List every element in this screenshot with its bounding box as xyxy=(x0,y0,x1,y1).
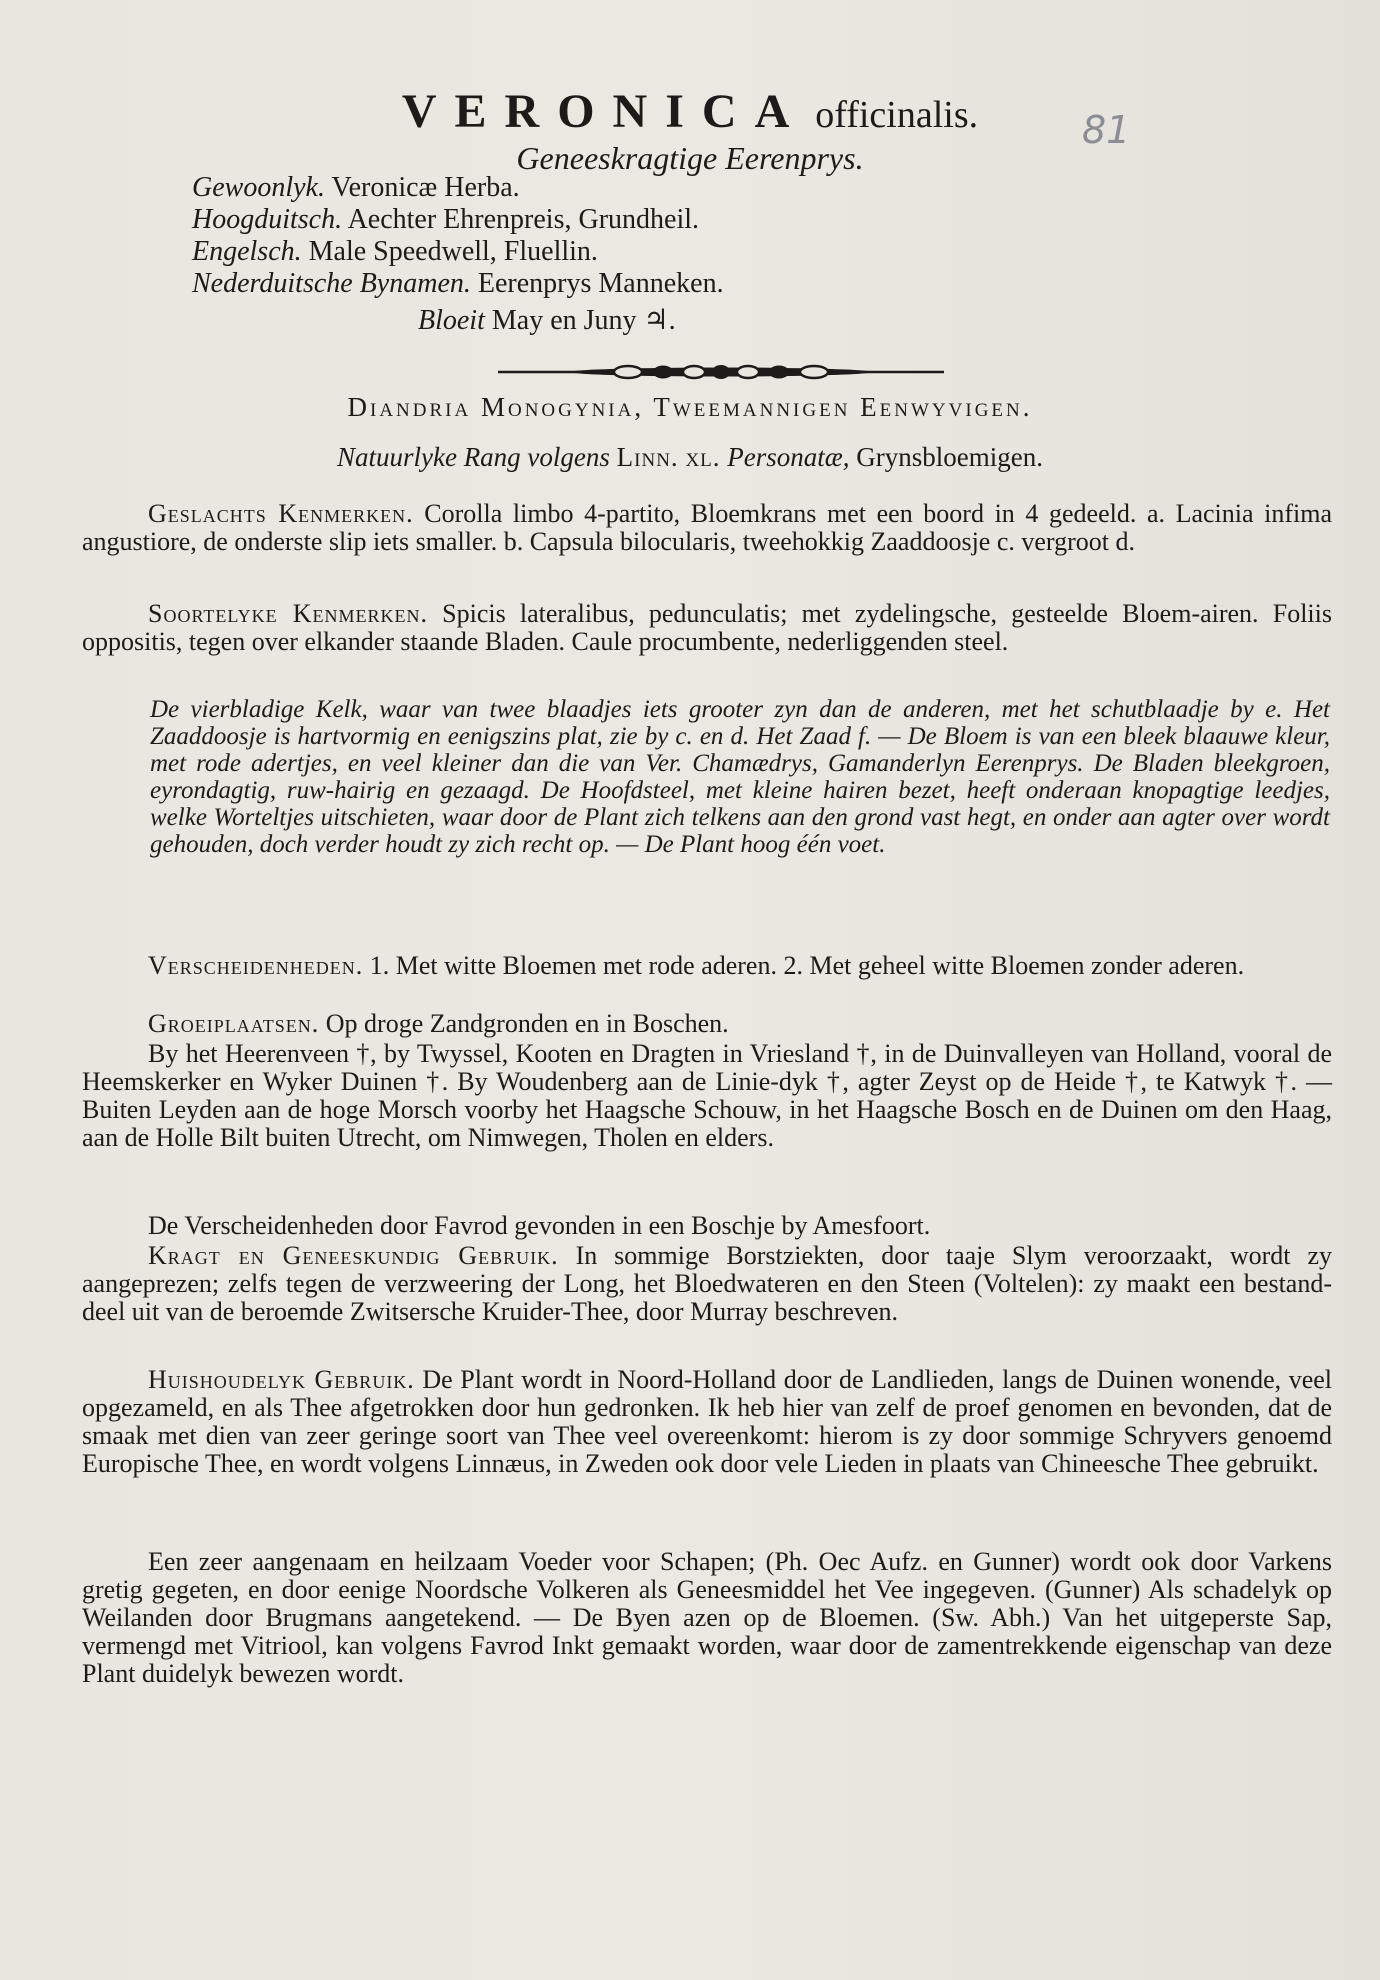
flowering-line xyxy=(418,303,676,337)
name-value: Eerenprys Manneken. xyxy=(477,268,724,299)
habitats xyxy=(82,1010,1332,1038)
name-label: Engelsch. xyxy=(192,236,302,267)
name-label: Nederduitsche Bynamen. xyxy=(192,268,471,299)
section-text: Corolla limbo 4-partito, Bloemkrans met een boord in 4 gedeeld. a. Lacinia infima angustiore, de onderste slip iets smaller. b. Capsula bilocularis, tweehokkig Zaaddoosje c. vergroot d. xyxy=(82,499,1333,556)
ornamental-rule xyxy=(498,362,944,382)
section-text: Spicis lateralibus, pedunculatis; met zydelingsche, gesteelde Bloem-airen. Foliis oppositis, tegen over elkander staande Bladen. Caule procumbente, nederliggenden steel. xyxy=(82,599,1332,656)
rank-latin: Personatæ, xyxy=(727,442,850,472)
flowering-label: Bloeit xyxy=(418,305,485,336)
species-title xyxy=(0,84,1380,139)
name-line xyxy=(192,268,724,300)
species-characters xyxy=(82,600,1332,656)
section-heading: Soortelyke Kenmerken. xyxy=(148,599,428,628)
rank-label: Natuurlyke Rang volgens xyxy=(336,442,610,472)
section-text: 1. Met witte Bloemen met rode aderen. 2. Met geheel witte Bloemen zonder aderen. xyxy=(369,951,1245,980)
varieties xyxy=(82,952,1332,980)
flowering-value: May en Juny ♃. xyxy=(491,305,676,336)
genus-name: VERONICA xyxy=(401,85,808,138)
name-label: Gewoonlyk. xyxy=(192,172,325,203)
favrod-note xyxy=(82,1212,1332,1240)
name-value: Veronicæ Herba. xyxy=(331,172,520,203)
section-text: De Plant wordt in Noord-Holland door de Landlieden, langs de Duinen wonende, veel opgezameld, en als Thee afgetrokken door hun gedronken. Ik heb hier van zelf de proef genomen en bevonden, dat de smaak met dien van zeer geringe soort van Thee veel overeenkomt: hierom is zy door sommige Schryvers genoemd Europische Thee, en wordt volgens Linnæus, in Zweden ook door vele Lieden in plaats van Chineesche Thee gebruikt. xyxy=(82,1365,1332,1478)
medicinal-use xyxy=(82,1242,1332,1326)
section-text: In sommige Borstziekten, door taaje Slym veroorzaakt, wordt zy aangeprezen; zelfs tegen de verzweering der Long, het Bloedwateren en den Steen (Voltelen): zy maakt een bestand-deel uit van de beroemde Zwitsersche Kruider-Thee, door Murray beschreven. xyxy=(82,1241,1332,1326)
favrod-text: De Verscheidenheden door Favrod gevonden in een Boschje by Amesfoort. xyxy=(148,1211,931,1240)
rank-dutch: Grynsbloemigen. xyxy=(856,442,1044,472)
dutch-name: Geneeskragtige Eerenprys. xyxy=(516,140,864,176)
description-text: De vierbladige Kelk, waar van twee blaadjes iets grooter zyn dan de anderen, met het schutblaadje by e. Het Zaaddoosje is hartvormig en eenigszins plat, zie by c. en d. Het Zaad f. — De Bloem is van een bleek blaauwe kleur, met rode adertjes, en veel kleiner dan die van Ver. Chamædrys, Gamanderlyn Eerenprys. De Bladen bleekgroen, eyrondagtig, ruw-hairig en gezaagd. De Hoofdsteel, met kleine hairen bezet, heeft onderaan knopagtige leedjes, welke Worteltjes uitschieten, waar door de Plant zich telkens aan den grond vast hegt, en onder aan agter over wordt gehouden, doch verder houdt zy zich recht op. — De Plant hoog één voet. xyxy=(150,696,1330,858)
natural-rank xyxy=(0,442,1380,473)
name-value: Aechter Ehrenpreis, Grundheil. xyxy=(347,204,699,235)
section-heading: Groeiplaatsen. xyxy=(148,1009,320,1038)
name-line xyxy=(192,204,724,236)
genus-characters xyxy=(82,500,1332,556)
other-uses xyxy=(82,1548,1332,1688)
linnaean-class: Diandria Monogynia, Tweemannigen Eenwyvigen. xyxy=(347,392,1033,422)
name-line xyxy=(192,236,724,268)
locations-text: By het Heerenveen †, by Twyssel, Kooten en Dragten in Vriesland †, in de Duinvalleyen van Holland, vooral de Heemskerker en Wyker Duinen †. By Woudenberg aan de Linie-dyk †, agter Zeyst op de Heide †, te Katwyk †. — Buiten Leyden aan de hoge Morsch voorby het Haagsche Schouw, in het Haagsche Bosch en de Duinen om den Haag, aan de Holle Bilt buiten Utrecht, om Nimwegen, Tholen en elders. xyxy=(82,1039,1332,1152)
name-line xyxy=(192,172,724,204)
species-epithet: officinalis. xyxy=(815,94,979,136)
section-heading: Verscheidenheden. xyxy=(148,951,364,980)
page-number: 81 xyxy=(1082,108,1131,152)
rank-number: xl. xyxy=(685,442,721,472)
rank-author: Linn. xyxy=(616,442,679,472)
household-use xyxy=(82,1366,1332,1478)
name-value: Male Speedwell, Fluellin. xyxy=(308,236,598,267)
section-heading: Kragt en Geneeskundig Gebruik. xyxy=(148,1241,559,1270)
locations xyxy=(82,1040,1332,1152)
plate-description xyxy=(150,696,1330,858)
section-heading: Geslachts Kenmerken. xyxy=(148,499,414,528)
name-label: Hoogduitsch. xyxy=(192,204,343,235)
other-uses-text: Een zeer aangenaam en heilzaam Voeder voor Schapen; (Ph. Oec Aufz. en Gunner) wordt ook door Varkens gretig gegeten, en door eenige Noordsche Volkeren als Geneesmiddel het Vee ingegeven. (Gunner) Als schadelyk op Weilanden door Brugmans aangetekend. — De Byen azen op de Bloemen. (Sw. Abh.) Van het uitgeperste Sap, vermengd met Vitriool, kan volgens Favrod Inkt gemaakt worden, waar door de zamentrekkende eigenschap van deze Plant duidelyk bewezen wordt. xyxy=(82,1547,1332,1688)
vernacular-names xyxy=(192,172,724,300)
section-text: Op droge Zandgronden en in Boschen. xyxy=(325,1009,729,1038)
section-heading: Huishoudelyk Gebruik. xyxy=(148,1365,415,1394)
